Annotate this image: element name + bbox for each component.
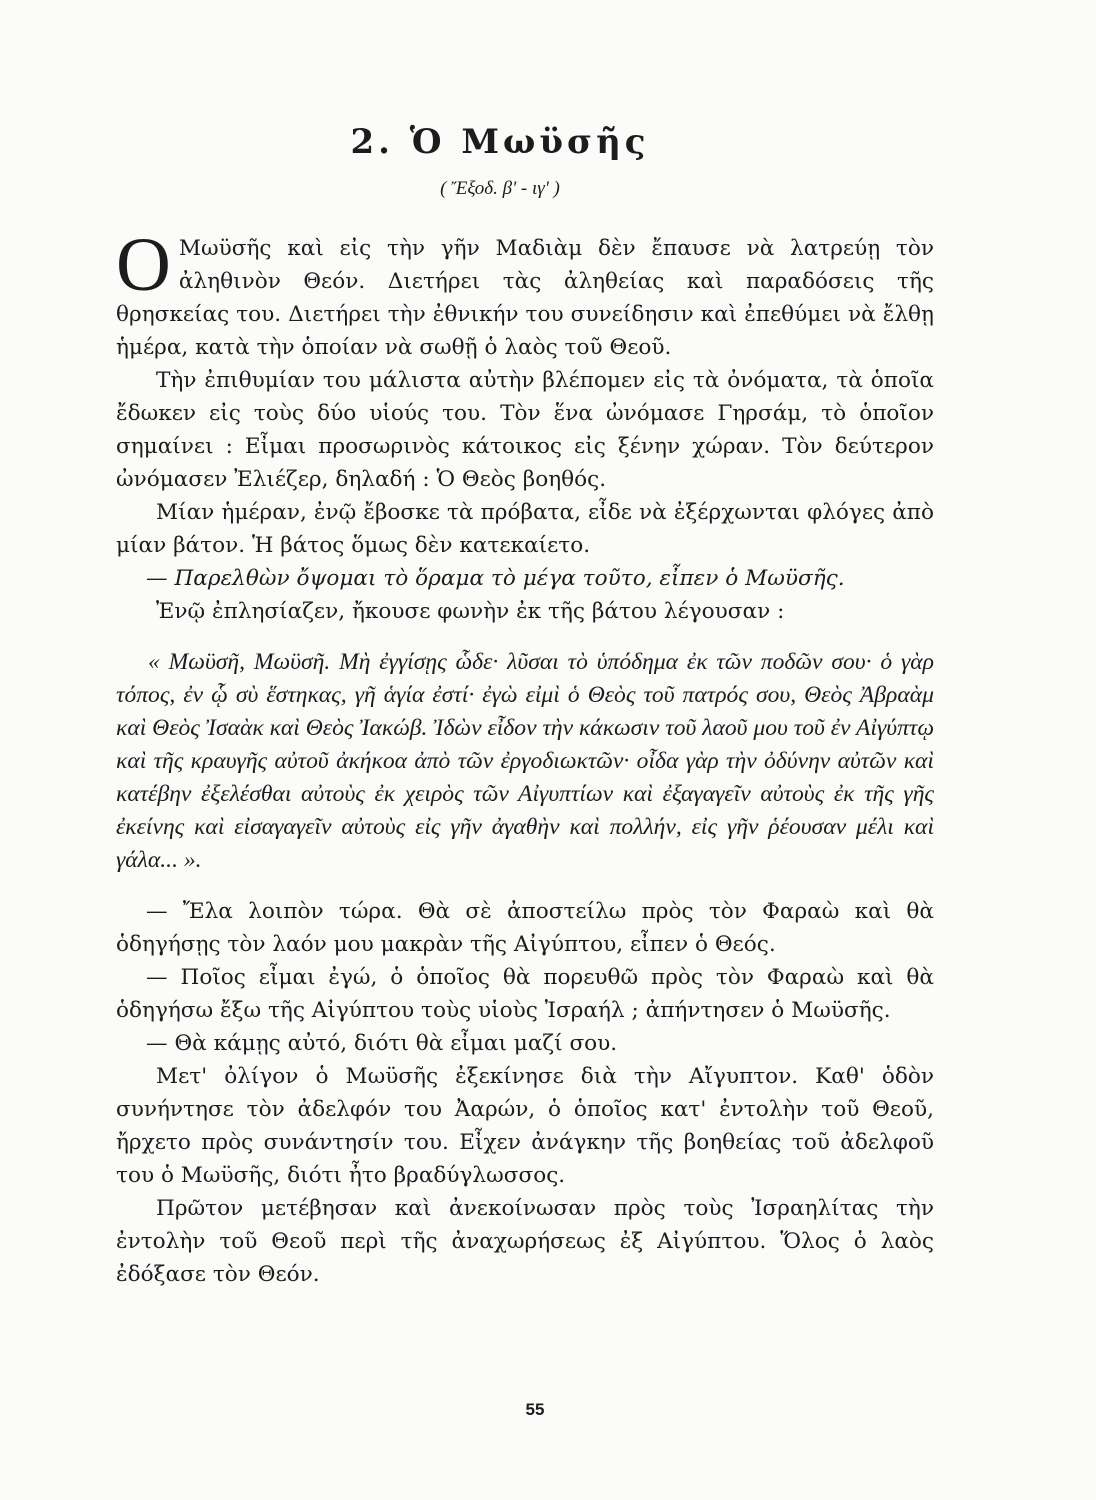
page-number: 55 — [525, 1400, 545, 1419]
paragraph-names: Τὴν ἐπιθυμίαν του μάλιστα αὐτὴν βλέπομεν εἰς τὰ ὀνόματα, τὰ ὁποῖα ἔδωκεν εἰς τοὺς δύο υἱούς του. Τὸν ἕνα ὠνόμασε Γηρσάμ, τὸ ὁποῖον σημαίνει : Εἶμαι προσωρινὸς κάτοικος εἰς ξένην χώραν. Τὸν δεύτερον ὠνόμασεν Ἐλιέζερ, δηλαδή : Ὁ Θεὸς βοηθός. — [116, 368, 934, 492]
paragraph-voice: Ἐνῷ ἐπλησίαζεν, ἤκουσε φωνὴν ἐκ τῆς βάτου λέγουσαν : — [156, 599, 785, 624]
paragraph-intro-text: Μωϋσῆς καὶ εἰς τὴν γῆν Μαδιὰμ δὲν ἔπαυσε νὰ λατρεύῃ τὸν ἀληθινὸν Θεόν. Διετήρει τὰς ἀληθείας καὶ παραδόσεις τῆς θρησκείας του. Διετήρει τὴν ἐθνικήν του συνείδησιν καὶ ἐπεθύμει νὰ ἔλθῃ ἡμέρα, κατὰ τὴν ὁποίαν νὰ σωθῇ ὁ λαὸς τοῦ Θεοῦ. — [116, 236, 934, 360]
paragraph-aaron: Μετ' ὀλίγον ὁ Μωϋσῆς ἐξεκίνησε διὰ τὴν Αἴγυπτον. Καθ' ὁδὸν συνήντησε τὸν ἀδελφόν του Ἀαρών, ὁ ὁποῖος κατ' ἐντολὴν τοῦ Θεοῦ, ἤρχετο πρὸς συνάντησίν του. Εἶχεν ἀνάγκην τῆς βοηθείας τοῦ ἀδελφοῦ του ὁ Μωϋσῆς, διότι ἦτο βραδύγλωσσος. — [116, 1064, 934, 1188]
paragraph-moses-reply: — Ποῖος εἶμαι ἐγώ, ὁ ὁποῖος θὰ πορευθῶ πρὸς τὸν Φαραὼ καὶ θὰ ὁδηγήσω ἔξω τῆς Αἰγύπτου τοὺς υἱοὺς Ἰσραήλ ; ἀπήντησεν ὁ Μωϋσῆς. — [116, 965, 934, 1023]
chapter-reference: ( Ἔξοδ. β' - ιγ' ) — [440, 178, 560, 199]
chapter-title: 2. Ὁ Μωϋσῆς — [350, 122, 650, 162]
chapter-body — [116, 223, 934, 1291]
paragraph-moses-speech: — Παρελθὼν ὄψομαι τὸ ὅραμα τὸ μέγα τοῦτο, εἶπεν ὁ Μωϋσῆς. — [146, 566, 845, 591]
paragraph-israelites: Πρῶτον μετέβησαν καὶ ἀνεκοίνωσαν πρὸς τοὺς Ἰσραηλίτας τὴν ἐντολὴν τοῦ Θεοῦ περὶ τῆς ἀναχωρήσεως ἐξ Αἰγύπτου. Ὅλος ὁ λαὸς ἐδόξασε τὸν Θεόν. — [116, 1196, 934, 1287]
scripture-quote: « Μωϋσῆ, Μωϋσῆ. Μὴ ἐγγίσῃς ὧδε· λῦσαι τὸ ὑπόδημα ἐκ τῶν ποδῶν σου· ὁ γὰρ τόπος, ἐν ᾧ σὺ ἕστηκας, γῆ ἁγία ἐστί· ἐγὼ εἰμὶ ὁ Θεὸς τοῦ πατρός σου, Θεὸς Ἀβραὰμ καὶ Θεὸς Ἰσαὰκ καὶ Θεὸς Ἰακώβ. Ἰδὼν εἶδον τὴν κάκωσιν τοῦ λαοῦ μου τοῦ ἐν Αἰγύπτῳ καὶ τῆς κραυγῆς αὐτοῦ ἀκήκοα ἀπὸ τῶν ἐργοδιωκτῶν· οἶδα γὰρ τὴν ὀδύνην αὐτῶν καὶ κατέβην ἐξελέσθαι αὐτοὺς ἐκ χειρὸς τῶν Αἰγυπτίων καὶ ἐξαγαγεῖν αὐτοὺς ἐκ τῆς γῆς ἐκείνης καὶ εἰσαγαγεῖν αὐτοὺς εἰς γῆν ἀγαθὴν καὶ πολλήν, εἰς γῆν ῥέουσαν μέλι καὶ γάλα... ». — [116, 649, 934, 873]
paragraph-god-promise: — Θὰ κάμῃς αὐτό, διότι θὰ εἶμαι μαζί σου. — [146, 1031, 618, 1056]
drop-cap: Ο — [116, 223, 171, 307]
paragraph-intro — [116, 223, 934, 364]
paragraph-burning-bush: Μίαν ἡμέραν, ἐνῷ ἔβοσκε τὰ πρόβατα, εἶδε νὰ ἐξέρχωνται φλόγες ἀπὸ μίαν βάτον. Ἡ βάτος ὅμως δὲν κατεκαίετο. — [116, 500, 934, 558]
paragraph-god-command: — Ἔλα λοιπὸν τώρα. Θὰ σὲ ἀποστείλω πρὸς τὸν Φαραὼ καὶ θὰ ὁδηγήσῃς τὸν λαόν μου μακρὰν τῆς Αἰγύπτου, εἶπεν ὁ Θεός. — [116, 899, 934, 957]
